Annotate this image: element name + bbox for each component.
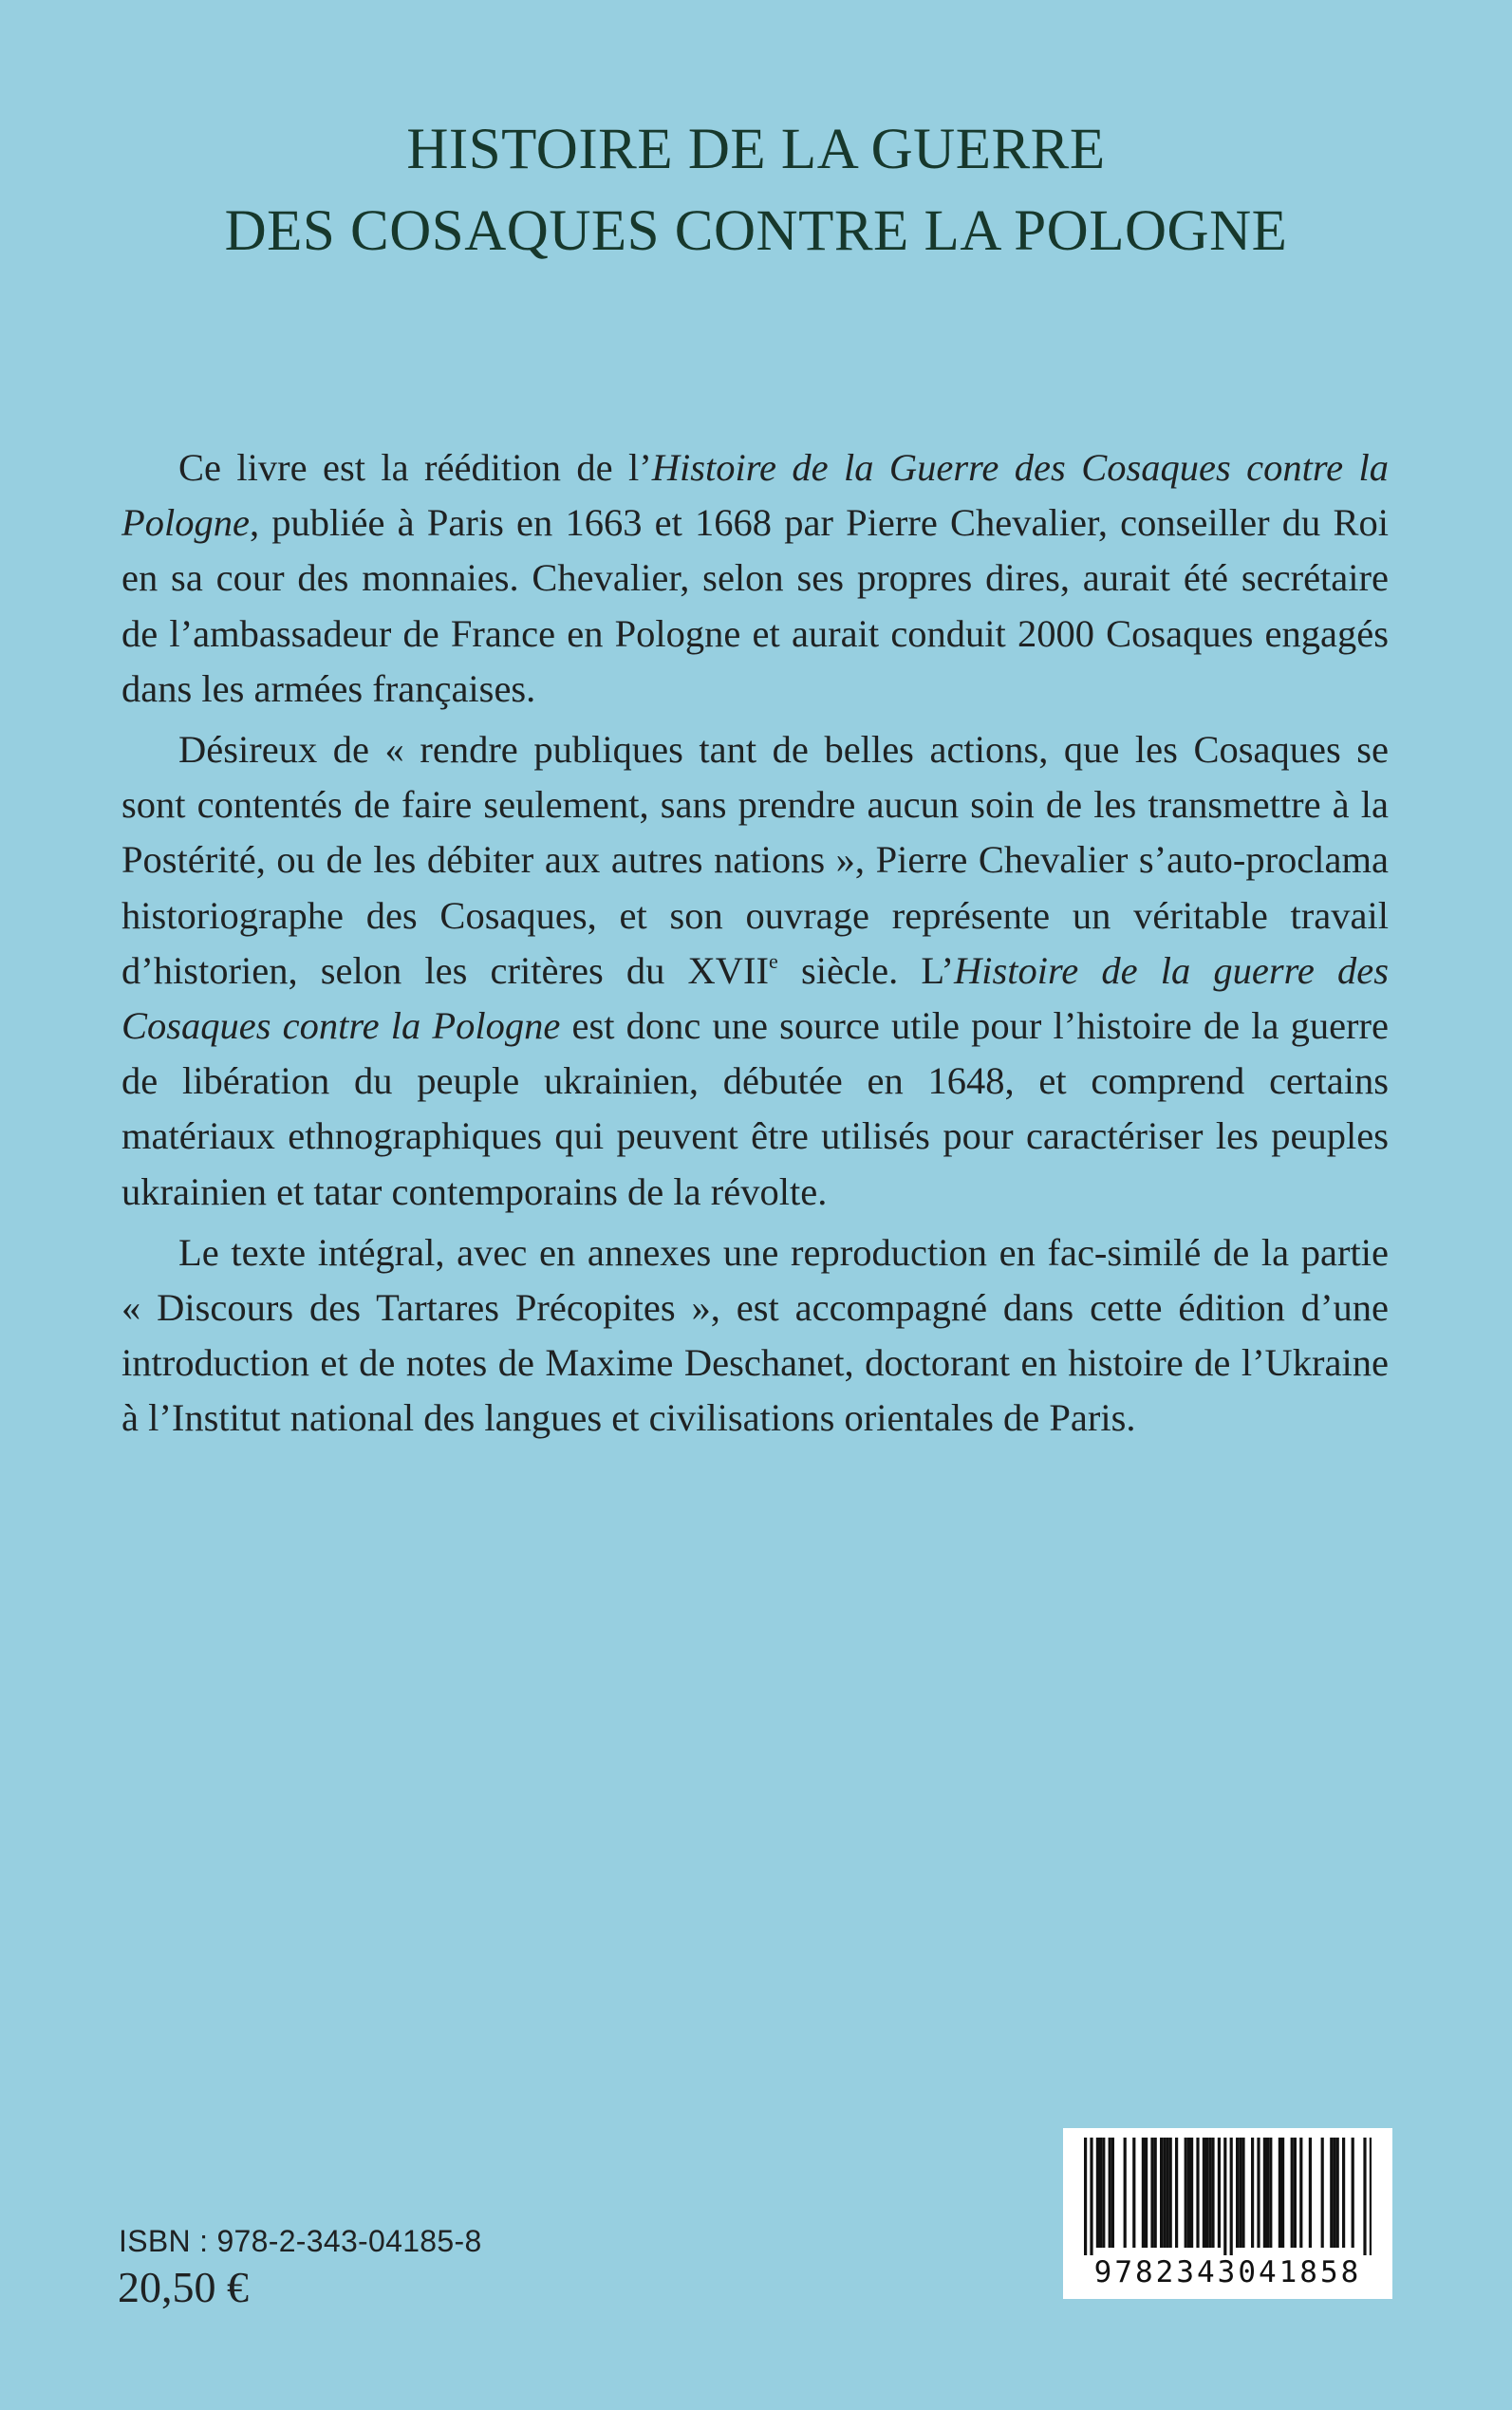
barcode-bar [1145, 2138, 1148, 2248]
barcode-bar [1333, 2138, 1335, 2248]
blurb-paragraph-3: Le texte intégral, avec en annexes une reproduction en fac-similé de la partie « Discours des Tartares Précopites », est accompagné dans cette édition d’une introduction et de notes de Maxime Deschanet, doctorant en histoire de l’Ukraine à l’Institut national des langues et civilisations orientales de Paris. [121, 1230, 1389, 1440]
blurb-paragraph-2: Désireux de « rendre publiques tant de belles actions, que les Cosaques se sont contentés de faire seulement, sans prendre aucun soin de les transmettre à la Postérité, ou de les débiter aux autres nations », Pierre Chevalier s’auto-proclama historiographe des Cosaques, et son ouvrage représente un véritable travail d’historien, selon les critères du XVIIe siècle. L’Histoire de la guerre des Cosaques contre la Pologne est donc une source utile pour l’histoire de la guerre de libération du peuple ukrainien, débutée en 1648, et comprend certains matériaux ethnographiques qui peuvent être utilisés pour caractériser les peuples ukrainien et tatar contemporains de la révolte. [121, 728, 1390, 1213]
blurb-book-title-italic: Histoire de la Guerre des Cosaques contre la Pologne [121, 446, 1389, 545]
barcode-bar [1187, 2138, 1190, 2248]
barcode-bar [1099, 2138, 1102, 2248]
barcode-bar [1251, 2138, 1254, 2248]
barcode-bar [1175, 2138, 1178, 2248]
barcode-bar [1196, 2138, 1199, 2248]
barcode-bar [1363, 2138, 1366, 2255]
barcode-bar [1185, 2138, 1187, 2248]
barcode-bar [1269, 2138, 1272, 2248]
barcode-bar [1266, 2138, 1269, 2248]
barcode-bar [1223, 2138, 1226, 2255]
barcode-bar [1160, 2138, 1163, 2248]
barcode-bar [1124, 2138, 1127, 2248]
barcode-bar [1257, 2138, 1260, 2248]
barcode-bar [1132, 2138, 1135, 2248]
back-cover-blurb [121, 440, 1389, 1452]
barcode-bar [1336, 2138, 1339, 2248]
barcode-bar [1190, 2138, 1193, 2248]
barcode-bar [1321, 2138, 1324, 2248]
barcode-bar [1169, 2138, 1172, 2248]
barcode-bar [1102, 2138, 1105, 2248]
book-title-line-1: HISTOIRE DE LA GUERRE [406, 118, 1106, 181]
barcode-bar [1208, 2138, 1211, 2248]
blurb-book-title-italic-2: Histoire de la guerre des Cosaques contre la Pologne [121, 948, 1390, 1048]
barcode-bar [1111, 2138, 1114, 2248]
barcode-bar [1281, 2138, 1284, 2248]
barcode-bar [1142, 2138, 1145, 2248]
barcode-bar [1166, 2138, 1168, 2248]
barcode-bar [1096, 2138, 1099, 2248]
barcode-bar [1154, 2138, 1157, 2248]
barcode-bar [1352, 2138, 1354, 2248]
book-title [0, 109, 1512, 272]
barcode-bar [1263, 2138, 1266, 2248]
barcode-bar [1218, 2138, 1221, 2248]
barcode-bar [1241, 2138, 1244, 2248]
blurb-paragraph-1: Ce livre est la réédition de l’Histoire de la Guerre des Cosaques contre la Pologne, publiée à Paris en 1663 et 1668 par Pierre Chevalier, conseiller du Roi en sa cour des monnaies. Chevalier, selon ses propres dires, aurait été secrétaire de l’ambassadeur de France en Pologne et aurait conduit 2000 Cosaques engagés dans les armées françaises. [121, 446, 1389, 710]
barcode-digits: 9782343041858 [1093, 2255, 1362, 2289]
barcode-bar [1299, 2138, 1302, 2248]
barcode-bar [1294, 2138, 1297, 2248]
book-title-line-2: DES COSAQUES CONTRE LA POLOGNE [224, 199, 1288, 263]
barcode-bar [1239, 2138, 1241, 2248]
barcode-bar [1150, 2138, 1153, 2248]
barcode-bar [1291, 2138, 1294, 2248]
century-superscript: e [769, 948, 778, 973]
barcode-bar [1236, 2138, 1239, 2248]
barcode-bar [1230, 2138, 1233, 2255]
price-label: 20,50 € [118, 2263, 249, 2311]
barcode-bar [1279, 2138, 1281, 2248]
barcode-bar [1342, 2138, 1345, 2248]
barcode-bars [1084, 2138, 1372, 2255]
isbn-label: ISBN : 978-2-343-04185-8 [119, 2224, 482, 2258]
barcode-bar [1163, 2138, 1166, 2248]
barcode-bar [1330, 2138, 1333, 2248]
barcode-bar [1203, 2138, 1205, 2248]
barcode-bar [1084, 2138, 1087, 2255]
barcode-bar [1090, 2138, 1092, 2255]
barcode-bar [1205, 2138, 1208, 2248]
barcode-bar [1211, 2138, 1214, 2248]
barcode-bar [1309, 2138, 1312, 2248]
barcode-bar [1109, 2138, 1111, 2248]
barcode-bar [1370, 2138, 1372, 2255]
barcode [1063, 2128, 1392, 2299]
